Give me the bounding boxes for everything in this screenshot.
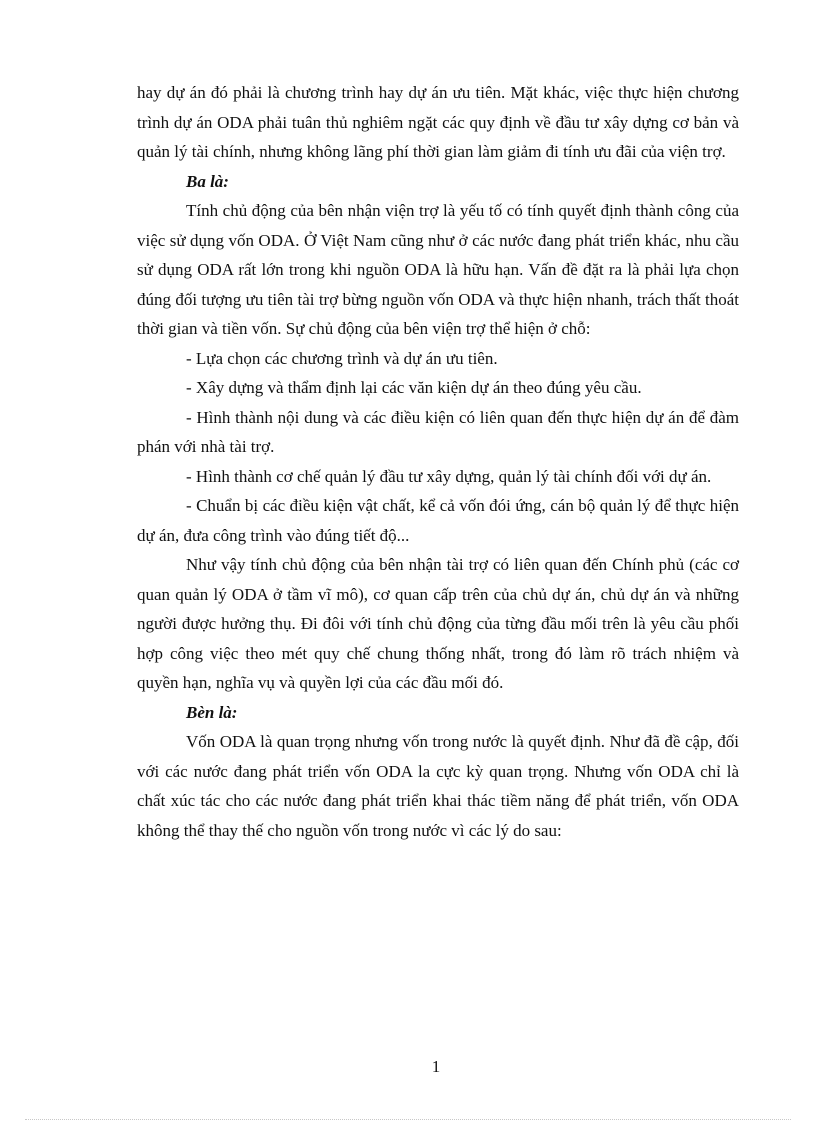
list-item-5: - Chuẩn bị các điều kiện vật chất, kể cả vốn đói ứng, cán bộ quản lý để thực hiện dự án, đưa công trình vào đúng tiết độ... bbox=[137, 496, 739, 545]
list-item-2: - Xây dựng và thẩm định lại các văn kiện dự án theo đúng yêu cầu. bbox=[186, 378, 642, 397]
heading-ben-la: Bèn là: bbox=[186, 702, 238, 722]
footer-divider bbox=[25, 1119, 791, 1120]
paragraph-continuation: hay dự án đó phải là chương trình hay dự án ưu tiên. Mặt khác, việc thực hiện chương trình dự án ODA phải tuân thủ nghiêm ngặt các quy định về đầu tư xây dựng cơ bản và quản lý tài chính, nhưng không lãng phí thời gian làm giảm đi tính ưu đãi của viện trợ. bbox=[137, 83, 739, 161]
paragraph-von-oda: Vốn ODA là quan trọng nhưng vốn trong nước là quyết định. Như đã đề cập, đối với các nước đang phát triển vốn ODA la cực kỳ quan trọng. Nhưng vốn ODA chỉ là chất xúc tác cho các nước đang phát triển khai thác tiềm năng để phát triển, vốn ODA không thể thay thế cho nguồn vốn trong nước vì các lý do sau: bbox=[137, 732, 739, 840]
list-item-3: - Hình thành nội dung và các điều kiện có liên quan đến thực hiện dự án để đàm phán với nhà tài trợ. bbox=[137, 407, 739, 456]
paragraph-nhu-vay: Như vậy tính chủ động của bên nhận tài trợ có liên quan đến Chính phủ (các cơ quan quản lý ODA ở tầm vĩ mô), cơ quan cấp trên của chủ dự án, chủ dự án và những người được hưởng thụ. Đi đôi với tính chủ động của từng đầu mối trên là yêu cầu phối hợp công việc theo mét quy chế chung thống nhất, trong đó làm rõ trách nhiệm và quyền hạn, nghĩa vụ và quyền lợi của các đầu mối đó. bbox=[137, 555, 739, 692]
list-item-1: - Lựa chọn các chương trình và dự án ưu tiên. bbox=[186, 348, 498, 368]
document-body bbox=[137, 78, 739, 845]
heading-ba-la: Ba là: bbox=[186, 171, 229, 191]
list-item-4: - Hình thành cơ chế quản lý đầu tư xây dựng, quản lý tài chính đối với dự án. bbox=[186, 466, 712, 486]
paragraph-chu-dong: Tính chủ động của bên nhận viện trợ là yếu tố có tính quyết định thành công của việc sử dụng vốn ODA. Ở Việt Nam cũng như ở các nước đang phát triển khác, nhu cầu sử dụng ODA rất lớn trong khi nguồn ODA là hữu hạn. Vấn đề đặt ra là phải lựa chọn đúng đối tượng ưu tiên tài trợ bừng nguồn vốn ODA và thực hiện nhanh, trách thất thoát thời gian và tiền vốn. Sự chủ động của bên viện trợ thể hiện ở chỗ: bbox=[137, 201, 739, 338]
page-number: 1 bbox=[431, 1057, 441, 1076]
